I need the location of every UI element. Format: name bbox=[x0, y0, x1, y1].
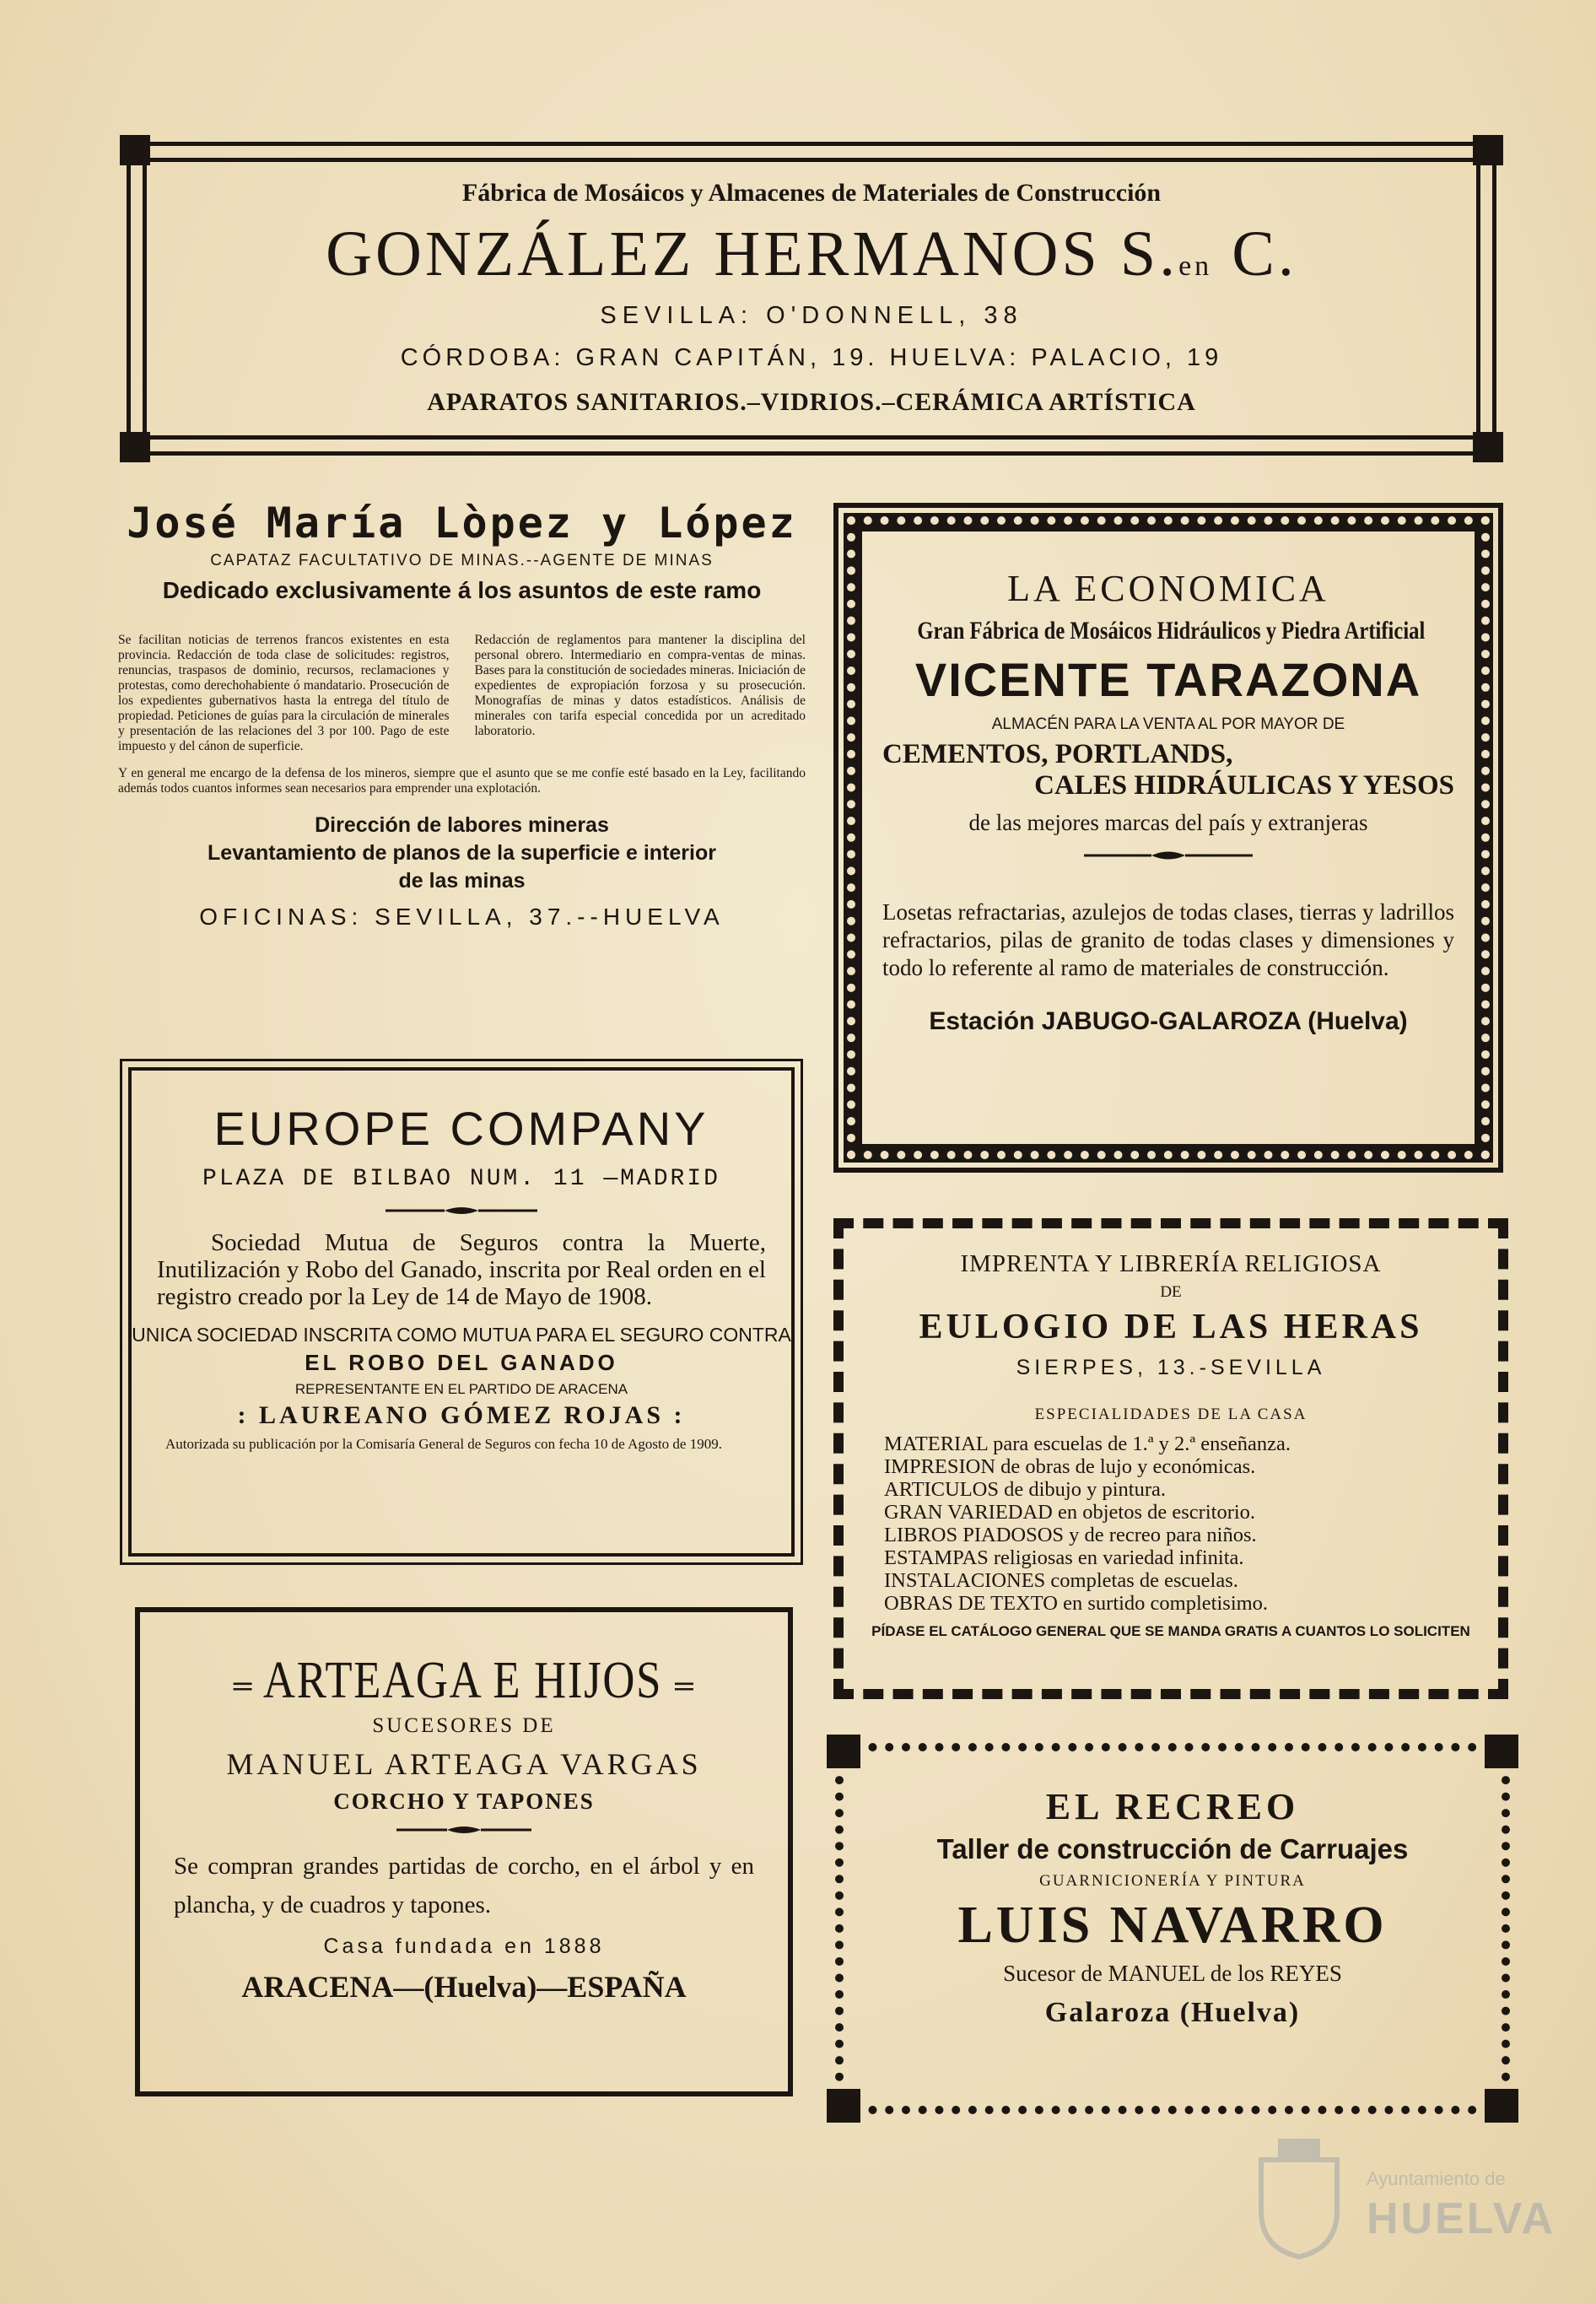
imprenta-name: EULOGIO DE LAS HERAS bbox=[919, 1308, 1423, 1346]
gonzalez-title bbox=[154, 216, 1469, 305]
economica-description: Losetas refractarias, azulejos de todas clases, tierras y ladrillos refractarios, pilas de granito de todas clases y dimensiones y todo lo referente al ramo de materiales de construcción. bbox=[882, 899, 1454, 980]
lopez-name: José María Lòpez y López bbox=[127, 499, 797, 548]
arteaga-successors: SUCESORES DE bbox=[372, 1714, 556, 1737]
list-item: MATERIAL para escuelas de 1.ª y 2.ª enseñanza. bbox=[884, 1433, 1291, 1455]
divider-ornament bbox=[396, 1823, 531, 1837]
corner-ornament bbox=[1473, 135, 1503, 165]
europe-representative: REPRESENTANTE EN EL PARTIDO DE ARACENA bbox=[294, 1381, 628, 1397]
lopez-direction2: Levantamiento de planos de la superficie e interior bbox=[208, 841, 716, 865]
corner-ornament bbox=[827, 2089, 860, 2123]
ayuntamiento-watermark bbox=[1248, 2134, 1556, 2278]
left-border bbox=[127, 155, 147, 442]
europe-note: Autorizada su publicación por la Comisaría General de Seguros con fecha 10 de Agosto de 1909. bbox=[165, 1436, 722, 1452]
lopez-direction3: de las minas bbox=[398, 869, 526, 893]
economica-station: Estación JABUGO-GALAROZA (Huelva) bbox=[929, 1007, 1408, 1035]
list-item: ARTICULOS de dibujo y pintura. bbox=[884, 1478, 1167, 1501]
list-item: INSTALACIONES completas de escuelas. bbox=[884, 1569, 1238, 1592]
economica-subtitle: Gran Fábrica de Mosáicos Hidráulicos y Piedra Artificial bbox=[917, 617, 1426, 645]
arteaga-products: CORCHO Y TAPONES bbox=[333, 1789, 595, 1814]
corner-ornament bbox=[827, 1735, 860, 1768]
lopez-tagline: Dedicado exclusivamente á los asuntos de este ramo bbox=[162, 577, 762, 603]
arteaga-title: ═ ARTEAGA E HIJOS ═ bbox=[233, 1652, 695, 1709]
arteaga-ad bbox=[135, 1607, 793, 2096]
arteaga-name: MANUEL ARTEAGA VARGAS bbox=[226, 1747, 702, 1781]
imprenta-address: SIERPES, 13.-SEVILLA bbox=[1016, 1356, 1326, 1379]
lopez-subtitle: CAPATAZ FACULTATIVO DE MINAS.--AGENTE DE MINAS bbox=[210, 552, 714, 569]
gonzalez-line1: Fábrica de Mosáicos y Almacenes de Materiales de Construcción bbox=[461, 179, 1162, 207]
corner-ornament bbox=[1485, 1735, 1518, 1768]
imprenta-specialties: ESPECIALIDADES DE LA CASA bbox=[1034, 1406, 1308, 1423]
gonzalez-hermanos-ad bbox=[120, 135, 1503, 462]
list-item: GRAN VARIEDAD en objetos de escritorio. bbox=[884, 1501, 1256, 1524]
europe-description: Sociedad Mutua de Seguros contra la Muerte, Inutilización y Robo del Ganado, inscrita por Real orden en el registro creado por la Ley de 14 de Mayo de 1908. bbox=[157, 1229, 766, 1310]
city-shield-icon bbox=[1248, 2134, 1350, 2261]
right-border bbox=[1476, 155, 1496, 442]
imprenta-list bbox=[884, 1433, 1498, 1615]
list-item: LIBROS PIADOSOS y de recreo para niños. bbox=[884, 1524, 1257, 1546]
gonzalez-name: GONZÁLEZ HERMANOS S. bbox=[326, 219, 1179, 289]
lopez-column-2: Redacción de reglamentos para mantener la disciplina del personal obrero. Intermediario en compra-ventas de minas. Bases para la constitución de sociedades mineras. Iniciación de expedientes de expropiación forzosa y su prosecución. Monografías de minas y datos estadísticos. Análisis de minerales con tarifa especial concedida por un acreditado laboratorio. bbox=[474, 633, 806, 738]
gonzalez-name-suffix: C. bbox=[1232, 219, 1297, 289]
corner-ornament bbox=[120, 135, 150, 165]
economica-products2: CALES HIDRÁULICAS Y YESOS bbox=[1034, 770, 1454, 801]
europe-person: : LAUREANO GÓMEZ ROJAS : bbox=[237, 1401, 686, 1429]
lopez-direction1: Dirección de labores mineras bbox=[315, 813, 609, 837]
corner-ornament bbox=[1485, 2089, 1518, 2123]
economica-products1: CEMENTOS, PORTLANDS, bbox=[882, 739, 1233, 769]
el-recreo-ad bbox=[835, 1743, 1510, 2114]
list-item: IMPRESION de obras de lujo y económicas. bbox=[884, 1455, 1256, 1478]
bottom-border bbox=[140, 435, 1483, 456]
economica-owner: VICENTE TARAZONA bbox=[914, 653, 1422, 706]
arteaga-description: Se compran grandes partidas de corcho, en el árbol y en plancha, y de cuadros y tapones. bbox=[174, 1853, 754, 1918]
lopez-general: Y en general me encargo de la defensa de los mineros, siempre que el asunto que se me confíe esté basado en la Ley, facilitando además todos cuantos informes sean necesarios para emprender una explotación. bbox=[118, 766, 806, 796]
recreo-owner: LUIS NAVARRO bbox=[957, 1897, 1388, 1954]
recreo-subtitle: Taller de construcción de Carruajes bbox=[936, 1833, 1409, 1864]
lopez-offices: OFICINAS: SEVILLA, 37.--HUELVA bbox=[199, 904, 725, 930]
divider-ornament bbox=[386, 1204, 537, 1217]
list-item: ESTAMPAS religiosas en variedad infinita. bbox=[884, 1546, 1244, 1569]
gonzalez-name-small: en bbox=[1178, 251, 1213, 282]
europe-address: PLAZA DE BILBAO NUM. 11 —MADRID bbox=[202, 1166, 720, 1192]
gonzalez-line3: SEVILLA: O'DONNELL, 38 bbox=[600, 302, 1023, 329]
chain-border bbox=[847, 516, 1490, 1159]
europe-title: EUROPE COMPANY bbox=[213, 1102, 709, 1155]
europe-robo: EL ROBO DEL GANADO bbox=[305, 1350, 618, 1375]
gonzalez-line5: APARATOS SANITARIOS.–VIDRIOS.–CERÁMICA ARTÍSTICA bbox=[427, 388, 1196, 416]
corner-ornament bbox=[120, 432, 150, 462]
lopez-column-1: Se facilitan noticias de terrenos francos existentes en esta provincia. Redacción de toda clase de solicitudes: registros, renuncias, traspasos de dominio, recursos, reclamaciones y protestas, como derechohabiente ó mandatario. Prosecución de los expedientes gubernativos hasta la entrega del título de propiedad. Peticiones de guías para la circulación de minerales y presentación de las relaciones del 3 por 100. Pago de este impuesto y del cánon de superficie. bbox=[118, 633, 450, 753]
la-economica-ad bbox=[844, 513, 1493, 1163]
imprenta-ad bbox=[833, 1218, 1508, 1699]
recreo-successor: Sucesor de MANUEL de los REYES bbox=[1003, 1961, 1342, 1986]
gonzalez-line4: CÓRDOBA: GRAN CAPITÁN, 19. HUELVA: PALACIO, 19 bbox=[400, 344, 1223, 371]
economica-title: LA ECONOMICA bbox=[1007, 568, 1329, 609]
recreo-line: GUARNICIONERÍA Y PINTURA bbox=[1039, 1872, 1306, 1890]
imprenta-footer: PÍDASE EL CATÁLOGO GENERAL QUE SE MANDA GRATIS A CUANTOS LO SOLICITEN bbox=[871, 1623, 1470, 1639]
corner-ornament bbox=[1473, 432, 1503, 462]
arteaga-title-text: ARTEAGA E HIJOS bbox=[262, 1652, 663, 1709]
lopez-ad bbox=[118, 499, 806, 1031]
recreo-location: Galaroza (Huelva) bbox=[1044, 1997, 1301, 2028]
economica-brands: de las mejores marcas del país y extranjeras bbox=[968, 810, 1368, 835]
arteaga-location: ARACENA—(Huelva)—ESPAÑA bbox=[241, 1970, 687, 2004]
top-border bbox=[140, 142, 1483, 162]
watermark-line2: HUELVA bbox=[1367, 2194, 1556, 2243]
europe-unica: UNICA SOCIEDAD INSCRITA COMO MUTUA PARA EL SEGURO CONTRA bbox=[132, 1324, 791, 1346]
imprenta-title: IMPRENTA Y LIBRERÍA RELIGIOSA bbox=[960, 1250, 1382, 1277]
imprenta-de: DE bbox=[1160, 1283, 1182, 1301]
arteaga-founded: Casa fundada en 1888 bbox=[323, 1934, 605, 1958]
list-item: OBRAS DE TEXTO en surtido completisimo. bbox=[884, 1592, 1269, 1615]
divider-ornament bbox=[1084, 848, 1253, 863]
economica-line: ALMACÉN PARA LA VENTA AL POR MAYOR DE bbox=[991, 715, 1345, 733]
europe-company-ad bbox=[128, 1067, 795, 1557]
recreo-title: EL RECREO bbox=[1045, 1786, 1300, 1827]
watermark-line1: Ayuntamiento de bbox=[1367, 2168, 1506, 2189]
